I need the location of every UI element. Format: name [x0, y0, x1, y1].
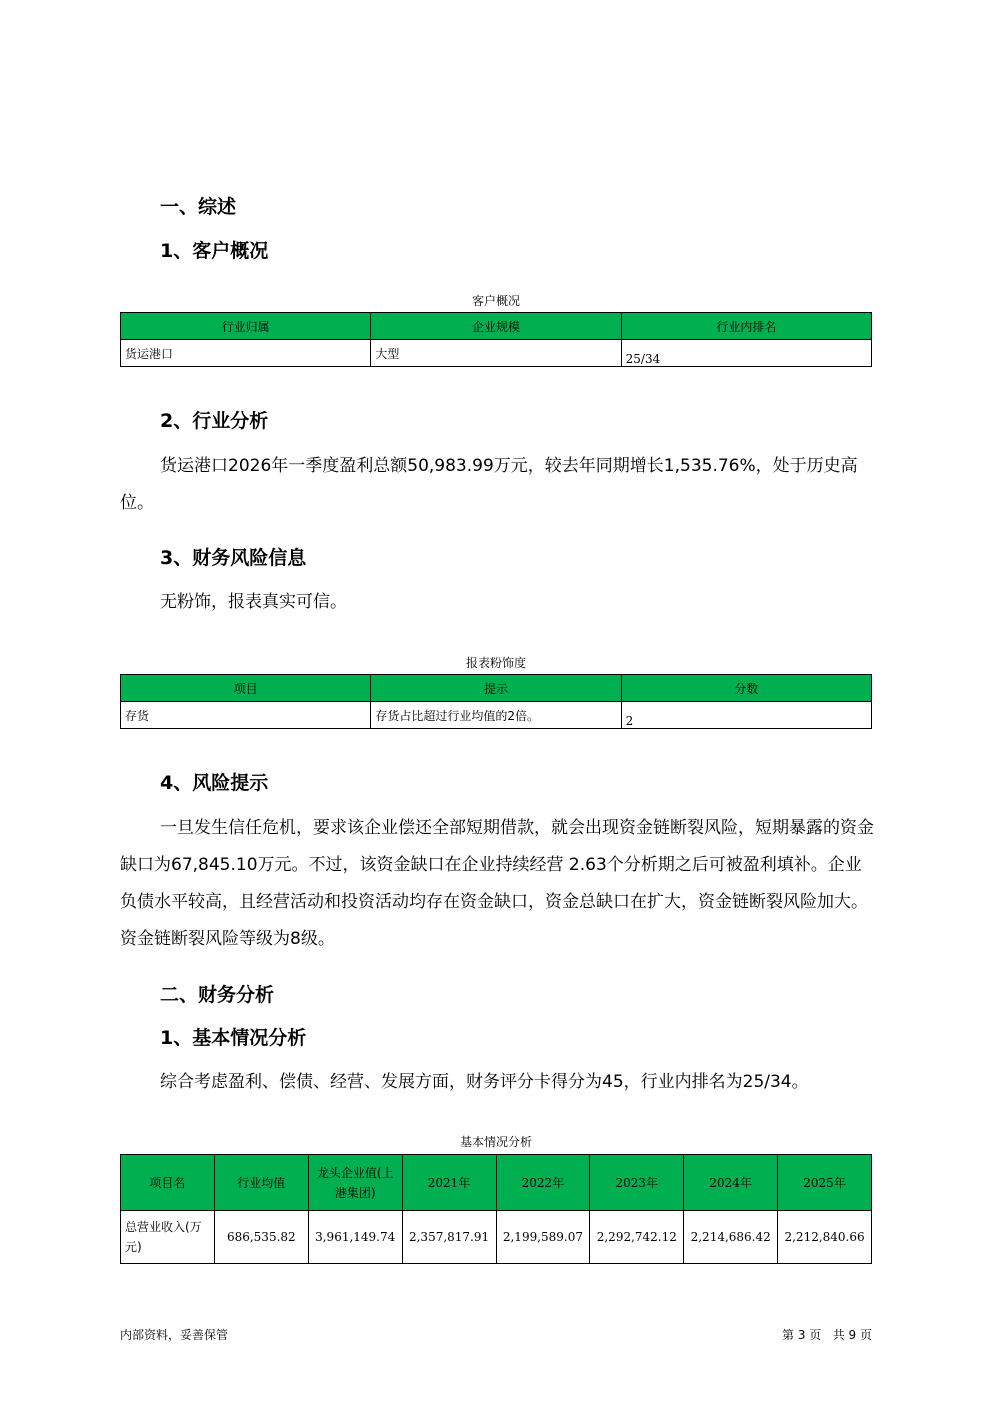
customer-cell-scale: 大型: [371, 340, 621, 367]
basic-cell-2023: 2,292,742.12: [590, 1211, 684, 1264]
footer-page-number: 第 3 页 共 9 页: [782, 1328, 872, 1342]
basic-cell-item: 总营业收入(万元): [121, 1211, 215, 1264]
basic-header-item: 项目名: [121, 1155, 215, 1211]
whitewash-cell-score: 2: [621, 702, 871, 729]
customer-header-scale: 企业规模: [371, 313, 621, 340]
basic-cell-2024: 2,214,686.42: [684, 1211, 778, 1264]
risk-warning-text: 一旦发生信任危机，要求该企业偿还全部短期借款，就会出现资金链断裂风险，短期暴露的资金缺口为67,845.10万元。不过，该资金缺口在企业持续经营 2.63个分析期之后可被盈利填补。企业负债水平较高，且经营活动和投资活动均存在资金缺口，资金总缺口在扩大，资金链断裂风险加大。资金链断裂风险等级为8级。: [120, 818, 874, 949]
customer-header-rank: 行业内排名: [621, 313, 871, 340]
whitewash-table: [120, 674, 872, 729]
whitewash-header-hint: 提示: [371, 675, 621, 702]
basic-cell-leader: 3,961,149.74: [308, 1211, 402, 1264]
basic-header-2023: 2023年: [590, 1155, 684, 1211]
basic-cell-industry-avg: 686,535.82: [214, 1211, 308, 1264]
footer-confidential: 内部资料，妥善保管: [120, 1328, 229, 1342]
basic-cell-2021: 2,357,817.91: [402, 1211, 496, 1264]
whitewash-cell-hint: 存货占比超过行业均值的2倍。: [371, 702, 621, 729]
section-title-customer-overview: 1、客户概况: [160, 240, 269, 262]
industry-analysis-text: 货运港口2026年一季度盈利总额50,983.99万元，较去年同期增长1,535.76%，处于历史高位。: [120, 456, 858, 513]
basic-header-2025: 2025年: [778, 1155, 872, 1211]
basic-header-2024: 2024年: [684, 1155, 778, 1211]
basic-table: [120, 1154, 872, 1264]
basic-cell-2025: 2,212,840.66: [778, 1211, 872, 1264]
basic-header-2022: 2022年: [496, 1155, 590, 1211]
basic-header-leader: 龙头企业值(上港集团): [308, 1155, 402, 1211]
basic-cell-2022: 2,199,589.07: [496, 1211, 590, 1264]
section-title-financial-risk-info: 3、财务风险信息: [160, 547, 307, 569]
customer-table: [120, 312, 872, 367]
whitewash-header-score: 分数: [621, 675, 871, 702]
basic-header-industry-avg: 行业均值: [214, 1155, 308, 1211]
whitewash-header-item: 项目: [121, 675, 371, 702]
section-title-overview: 一、综述: [160, 196, 237, 218]
financial-risk-info-text: 无粉饰，报表真实可信。: [160, 592, 347, 612]
basic-table-caption: 基本情况分析: [459, 1135, 532, 1149]
section-title-financial-analysis: 二、财务分析: [160, 984, 275, 1006]
customer-cell-industry: 货运港口: [121, 340, 371, 367]
customer-table-caption: 客户概况: [471, 294, 520, 308]
whitewash-table-caption: 报表粉饰度: [465, 656, 526, 670]
basic-analysis-text: 综合考虑盈利、偿债、经营、发展方面，财务评分卡得分为45，行业内排名为25/34。: [160, 1072, 809, 1092]
basic-header-2021: 2021年: [402, 1155, 496, 1211]
section-title-industry-analysis: 2、行业分析: [160, 410, 269, 432]
customer-cell-rank: 25/34: [621, 340, 871, 367]
section-title-risk-warning: 4、风险提示: [160, 772, 269, 794]
section-title-basic-analysis: 1、基本情况分析: [160, 1027, 307, 1049]
whitewash-cell-item: 存货: [121, 702, 371, 729]
customer-header-industry: 行业归属: [121, 313, 371, 340]
